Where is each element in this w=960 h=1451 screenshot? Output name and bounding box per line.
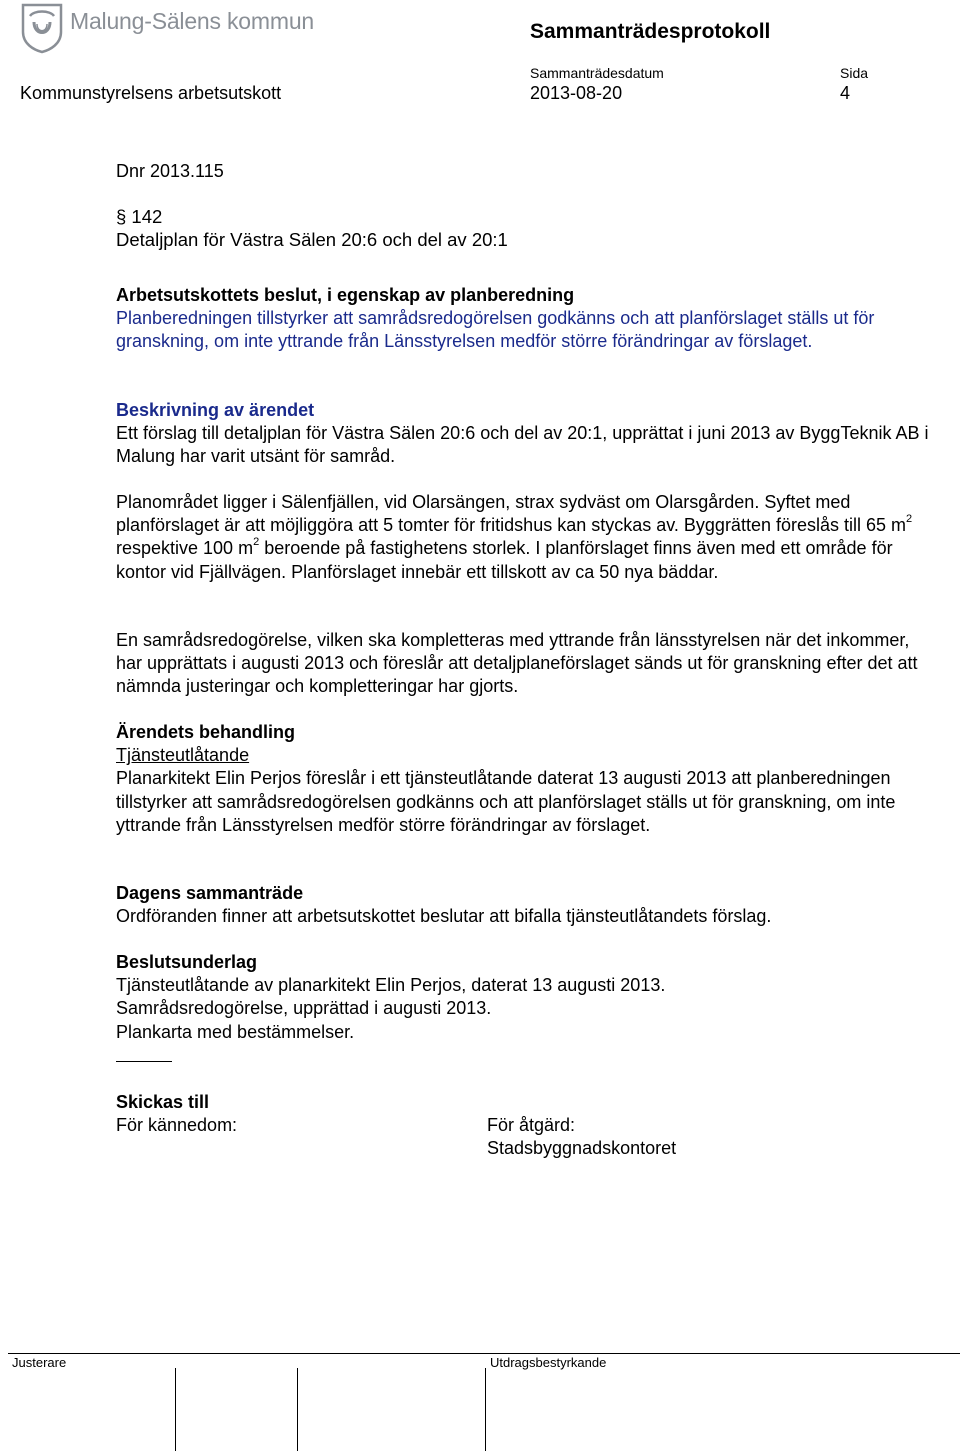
description-paragraph-2: Planområdet ligger i Sälenfjällen, vid Olarsängen, strax sydväst om Olarsgården. Syftet med planförslaget är att möjliggöra att 5 tomter för fritidshus kan styckas av. Byggrätten föreslås till 65 $m^2$ respektive 100 $m^2$ beroende på fastighetens storlek. I planförslaget finns även med ett område för kontor vid Fjällvägen. Planförslaget innebär ett tillskott av ca 50 nya bäddar. — [116, 492, 913, 582]
for-action-label: För åtgärd: — [487, 1115, 576, 1135]
for-action-block — [487, 1114, 887, 1160]
page-label: Sida — [840, 65, 869, 81]
signature-box-divider — [297, 1368, 298, 1451]
description-heading: Beskrivning av ärendet — [116, 400, 315, 420]
document-type: Sammanträdesprotokoll — [530, 20, 771, 43]
signature-box-divider — [485, 1368, 486, 1451]
adjuster-label: Justerare — [12, 1355, 67, 1370]
send-to-section — [116, 1091, 516, 1137]
meeting-heading: Dagens sammanträde — [116, 883, 304, 903]
basis-section — [116, 951, 936, 1044]
handling-section — [116, 721, 936, 837]
handling-heading: Ärendets behandling — [116, 722, 296, 742]
decision-section — [116, 284, 936, 354]
footer-divider — [8, 1353, 960, 1354]
certifier-label: Utdragsbestyrkande — [490, 1355, 607, 1370]
basis-item: Samrådsredogörelse, upprättad i augusti 2013. — [116, 998, 492, 1019]
description-paragraph-1: Ett förslag till detaljplan för Västra Sälen 20:6 och del av 20:1, upprättat i juni 2013 av ByggTeknik AB i Malung har varit utsänt för samråd. — [116, 423, 929, 467]
for-information-label: För kännedom: — [116, 1115, 238, 1136]
organization-name: Malung-Sälens kommun — [70, 8, 315, 34]
meeting-date-label: Sammanträdesdatum — [530, 65, 664, 81]
basis-item: Plankarta med bestämmelser. — [116, 1021, 355, 1042]
page-number: 4 — [840, 83, 851, 103]
description-section — [116, 399, 936, 469]
send-to-heading: Skickas till — [116, 1092, 210, 1112]
separator-line — [116, 1061, 172, 1062]
decision-text: Planberedningen tillstyrker att samrådsredogörelsen godkänns och att planförslaget ställs ut för granskning, om inte yttrande från Länsstyrelsen medför större förändringar av förslaget. — [116, 308, 875, 352]
signature-box-divider — [175, 1368, 176, 1451]
handling-text: Planarkitekt Elin Perjos föreslår i ett tjänsteutlåtande daterat 13 augusti 2013 att planberedningen tillstyrker att samrådsredogörelsen godkänns och att planförslaget ställs ut för granskning, om inte yttrande från Länsstyrelsen medför större förändringar av förslaget. — [116, 768, 896, 835]
meeting-text: Ordföranden finner att arbetsutskottet beslutar att bifalla tjänsteutlåtandets förslag. — [116, 906, 772, 927]
paragraph-number: § 142 — [116, 206, 163, 227]
case-number: Dnr 2013.115 — [116, 161, 224, 181]
description-paragraph-3: En samrådsredogörelse, vilken ska kompletteras med yttrande från länsstyrelsen när det inkommer, har upprättats i augusti 2013 och föreslår att detaljplaneförslaget sänds ut för granskning efter det att nämnda justeringar och kompletteringar har gjorts. — [116, 630, 918, 697]
case-title: Detaljplan för Västra Sälen 20:6 och del av 20:1 — [116, 229, 508, 250]
handling-subheading: Tjänsteutlåtande — [116, 745, 250, 766]
decision-heading: Arbetsutskottets beslut, i egenskap av planberedning — [116, 285, 575, 305]
meeting-date: 2013-08-20 — [530, 83, 623, 103]
for-action-recipient: Stadsbyggnadskontoret — [487, 1138, 677, 1159]
municipality-crest-logo — [20, 2, 64, 54]
basis-heading: Beslutsunderlag — [116, 952, 258, 972]
basis-item: Tjänsteutlåtande av planarkitekt Elin Perjos, daterat 13 augusti 2013. — [116, 975, 666, 996]
meeting-section — [116, 882, 936, 928]
committee-name: Kommunstyrelsens arbetsutskott — [20, 83, 282, 103]
